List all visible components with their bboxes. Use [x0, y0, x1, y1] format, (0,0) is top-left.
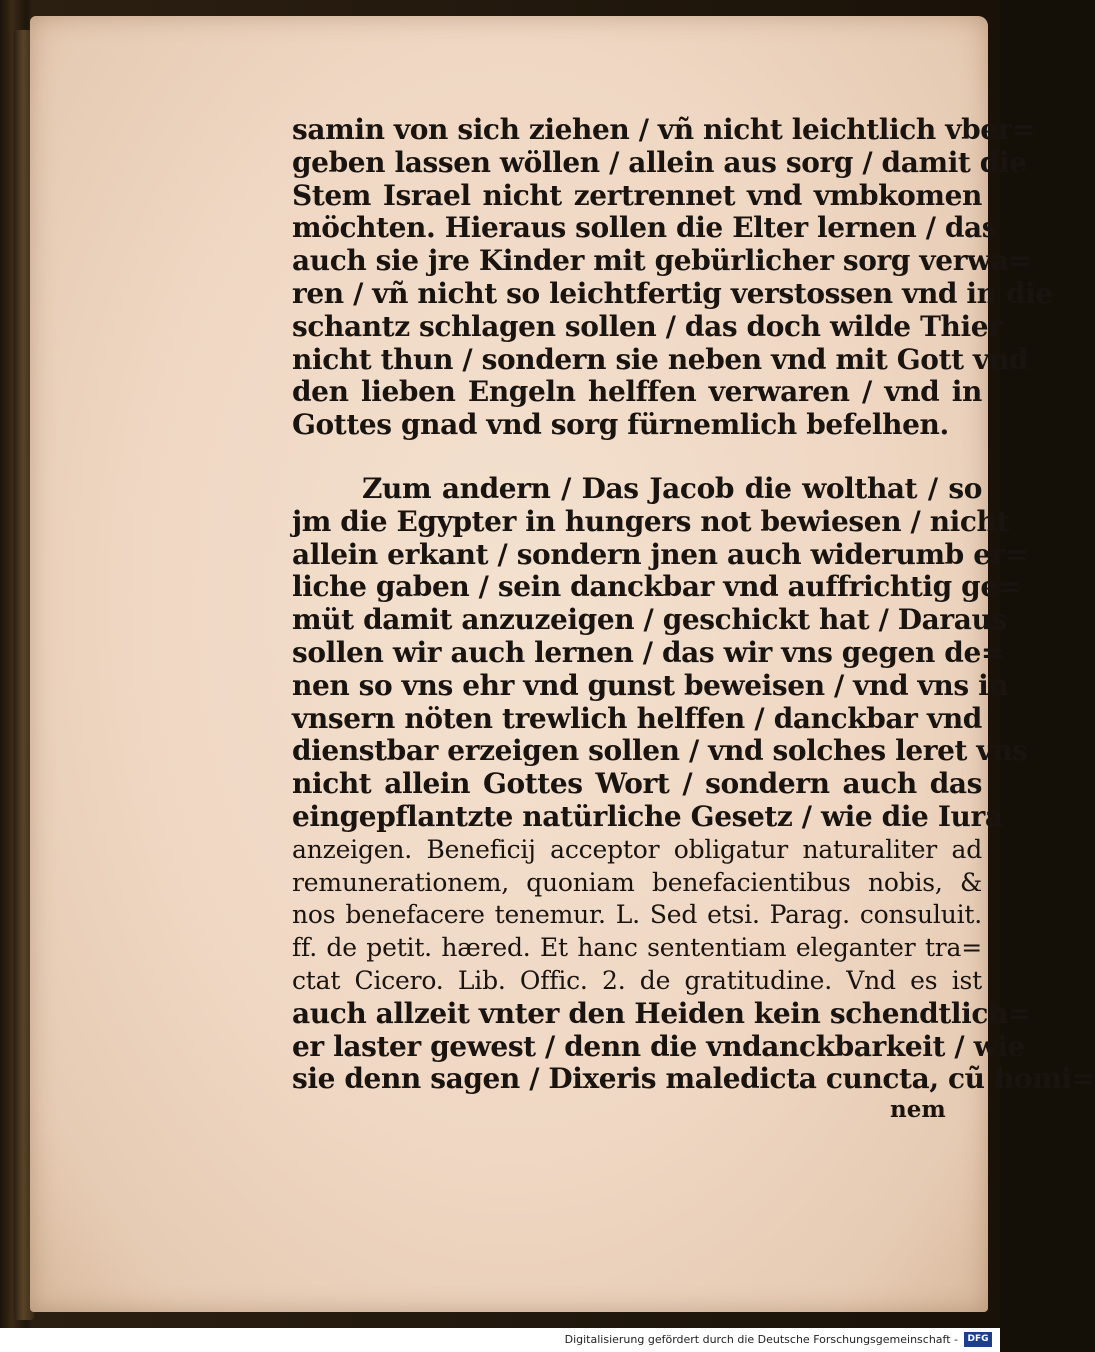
paragraph-2: [292, 471, 1095, 1096]
text-line: auch sie jre Kinder mit gebürlicher sorg verwa=: [292, 244, 1032, 278]
text-line: samin von sich ziehen / vñ nicht leichtlich vber=: [292, 113, 1036, 146]
text-line: nicht allein Gottes Wort / sondern auch das: [292, 767, 982, 801]
book-page: [30, 16, 1095, 1312]
text-line: Stem Israel nicht zertrennet vnd vmbkomen: [292, 178, 982, 212]
text-line: nen so vns ehr vnd gunst beweisen / vnd vns in: [292, 668, 1009, 702]
text-line: Gottes gnad vnd sorg fürnemlich befelhen.: [292, 408, 949, 442]
footer-bar: [0, 1328, 1000, 1352]
text-line: er laster gewest / denn die vndanckbarkeit / wie: [292, 1029, 1025, 1063]
text-line: jm die Egypter in hungers not bewiesen / nicht: [292, 504, 1010, 538]
text-line: dienstbar erzeigen sollen / vnd solches leret vns: [292, 734, 1028, 768]
text-line: sollen wir auch lernen / das wir vns gegen de=: [292, 635, 1004, 669]
text-line: müt damit anzuzeigen / geschickt hat / Daraus: [292, 603, 1007, 637]
text-line: vnsern nöten trewlich helffen / danckbar vnd: [292, 701, 982, 735]
text-line: ren / vñ nicht so leichtfertig verstossen vnd in die: [292, 276, 1053, 310]
paragraph-gap: [292, 442, 982, 473]
paragraph-1: [292, 113, 1053, 442]
text-line: nos benefacere tenemur. L. Sed etsi. Parag. consuluit.: [292, 900, 982, 930]
page-text-block: [292, 113, 1095, 1096]
text-line: eingepflantzte natürliche Gesetz / wie die Iura: [292, 799, 1003, 833]
dfg-logo-icon: DFG: [964, 1332, 992, 1347]
text-line: möchten. Hieraus sollen die Elter lernen / das: [292, 211, 998, 245]
text-line: liche gaben / sein danckbar vnd auffrichtig ge=: [292, 570, 1021, 604]
text-line: auch allzeit vnter den Heiden kein schendtlich=: [292, 996, 1032, 1030]
text-line: geben lassen wöllen / allein aus sorg / damit die: [292, 145, 1027, 179]
text-line: ctat Cicero. Lib. Offic. 2. de gratitudine. Vnd es ist: [292, 965, 982, 995]
text-line: schantz schlagen sollen / das doch wilde Thier: [292, 309, 1003, 343]
footer-credit: Digitalisierung gefördert durch die Deutsche Forschungsgemeinschaft -: [564, 1333, 958, 1346]
text-line: nicht thun / sondern sie neben vnd mit Gott vnd: [292, 342, 1028, 376]
text-line: allein erkant / sondern jnen auch widerumb er=: [292, 537, 1029, 571]
text-line: sie denn sagen / Dixeris maledicta cuncta, cũ homi=: [292, 1062, 1095, 1096]
text-line: den lieben Engeln helffen verwaren / vnd in: [292, 375, 982, 409]
text-line: ff. de petit. hæred. Et hanc sententiam eleganter tra=: [292, 933, 982, 963]
text-line: Zum andern / Das Jacob die wolthat / so: [362, 471, 982, 505]
text-line: remunerationem, quoniam benefacientibus nobis, &: [292, 867, 982, 897]
text-line: anzeigen. Beneficij acceptor obligatur naturaliter ad: [292, 834, 982, 864]
catchword: nem: [890, 1096, 946, 1123]
